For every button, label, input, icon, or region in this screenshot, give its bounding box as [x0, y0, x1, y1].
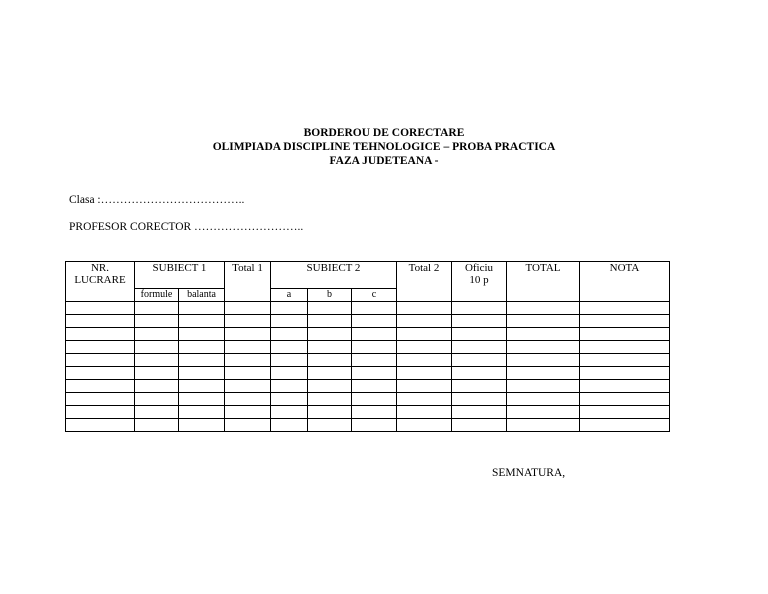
table-cell [452, 354, 507, 367]
table-cell [271, 367, 308, 380]
table-cell [225, 328, 271, 341]
table-row [66, 341, 670, 354]
table-cell [271, 406, 308, 419]
header-nota: NOTA [580, 262, 670, 302]
table-cell [580, 302, 670, 315]
table-row [66, 328, 670, 341]
table-cell [452, 380, 507, 393]
table-cell [580, 406, 670, 419]
table-cell [397, 341, 452, 354]
table-cell [271, 315, 308, 328]
table-cell [507, 393, 580, 406]
table-cell [135, 380, 179, 393]
title-line-2: OLIMPIADA DISCIPLINE TEHNOLOGICE – PROBA PRACTICA [212, 141, 556, 153]
table-cell [397, 380, 452, 393]
table-cell [507, 406, 580, 419]
table-cell [225, 393, 271, 406]
table-cell [135, 367, 179, 380]
header-total-1: Total 1 [225, 262, 271, 302]
table-cell [66, 380, 135, 393]
table-cell [397, 328, 452, 341]
table-row [66, 406, 670, 419]
table-cell [66, 406, 135, 419]
table-cell [271, 354, 308, 367]
subheader-c: c [352, 289, 397, 302]
profesor-corector-field: PROFESOR CORECTOR ……………………….. [69, 221, 304, 233]
table-cell [452, 315, 507, 328]
table-cell [308, 315, 352, 328]
table-cell [580, 341, 670, 354]
table-cell [271, 341, 308, 354]
table-cell [580, 315, 670, 328]
subheader-formule: formule [135, 289, 179, 302]
header-subiect-2: SUBIECT 2 [271, 262, 397, 289]
header-oficiu-label: Oficiu [464, 262, 494, 274]
table-cell [271, 380, 308, 393]
table-row [66, 367, 670, 380]
table-cell [507, 354, 580, 367]
table-cell [179, 419, 225, 432]
table-cell [135, 354, 179, 367]
title-line-1: BORDEROU DE CORECTARE [303, 127, 465, 139]
table-cell [397, 406, 452, 419]
table-cell [66, 328, 135, 341]
clasa-field: Clasa :……………………………….. [69, 194, 245, 206]
table-cell [271, 419, 308, 432]
table-cell [507, 419, 580, 432]
table-cell [507, 315, 580, 328]
table-cell [352, 419, 397, 432]
table-cell [308, 367, 352, 380]
subheader-a: a [271, 289, 308, 302]
table-cell [179, 354, 225, 367]
table-cell [179, 341, 225, 354]
header-nr-lucrare [66, 262, 135, 302]
table-cell [507, 367, 580, 380]
table-cell [308, 393, 352, 406]
title-line-3: FAZA JUDETEANA - [329, 155, 439, 167]
table-cell [507, 341, 580, 354]
table-cell [352, 393, 397, 406]
table-row [66, 315, 670, 328]
table-cell [225, 419, 271, 432]
table-cell [135, 393, 179, 406]
table-cell [452, 341, 507, 354]
table-cell [225, 380, 271, 393]
table-cell [225, 341, 271, 354]
subheader-balanta: balanta [179, 289, 225, 302]
table-cell [179, 406, 225, 419]
header-subiect-1: SUBIECT 1 [135, 262, 225, 289]
table-cell [397, 393, 452, 406]
table-cell [452, 406, 507, 419]
table-cell [580, 419, 670, 432]
table-cell [452, 367, 507, 380]
table-cell [66, 393, 135, 406]
table-cell [452, 302, 507, 315]
table-cell [352, 341, 397, 354]
table-cell [580, 328, 670, 341]
table-cell [135, 406, 179, 419]
table-cell [308, 380, 352, 393]
table-cell [397, 419, 452, 432]
table-row [66, 380, 670, 393]
table-cell [179, 380, 225, 393]
table-cell [135, 302, 179, 315]
table-cell [352, 367, 397, 380]
table-cell [179, 393, 225, 406]
table-cell [352, 302, 397, 315]
table-cell [352, 380, 397, 393]
header-nr-label: NR. [90, 262, 110, 274]
table-cell [179, 302, 225, 315]
table-cell [507, 302, 580, 315]
header-oficiu [452, 262, 507, 302]
table-row [66, 354, 670, 367]
table-cell [66, 354, 135, 367]
table-row [66, 419, 670, 432]
header-lucrare-label: LUCRARE [74, 274, 126, 286]
table-row [66, 393, 670, 406]
header-row [66, 262, 670, 289]
table-cell [308, 328, 352, 341]
table-cell [225, 315, 271, 328]
table-cell [135, 341, 179, 354]
table-cell [66, 341, 135, 354]
table-cell [308, 302, 352, 315]
table-cell [179, 367, 225, 380]
table-cell [452, 328, 507, 341]
table-cell [308, 419, 352, 432]
signature-label: SEMNATURA, [492, 467, 566, 479]
table-cell [179, 315, 225, 328]
table-cell [580, 354, 670, 367]
header-oficiu-points: 10 p [469, 274, 489, 286]
table-cell [225, 354, 271, 367]
table-cell [66, 302, 135, 315]
grading-table [65, 261, 670, 432]
table-cell [397, 354, 452, 367]
table-cell [66, 367, 135, 380]
table-cell [66, 315, 135, 328]
table-cell [397, 315, 452, 328]
table-cell [580, 380, 670, 393]
table-cell [225, 406, 271, 419]
table-cell [507, 380, 580, 393]
table-cell [271, 393, 308, 406]
table-cell [135, 315, 179, 328]
table-cell [135, 328, 179, 341]
table-cell [179, 328, 225, 341]
table-cell [66, 419, 135, 432]
table-cell [308, 406, 352, 419]
header-total-2: Total 2 [397, 262, 452, 302]
table-cell [225, 302, 271, 315]
table-cell [452, 419, 507, 432]
table-cell [452, 393, 507, 406]
table-cell [397, 367, 452, 380]
subheader-b: b [308, 289, 352, 302]
table-cell [308, 354, 352, 367]
table-cell [580, 367, 670, 380]
grading-table-body [66, 302, 670, 432]
table-cell [507, 328, 580, 341]
table-row [66, 302, 670, 315]
table-cell [352, 315, 397, 328]
table-cell [135, 419, 179, 432]
table-cell [225, 367, 271, 380]
table-cell [352, 354, 397, 367]
table-cell [397, 302, 452, 315]
table-cell [308, 341, 352, 354]
header-total: TOTAL [507, 262, 580, 302]
table-cell [580, 393, 670, 406]
table-cell [271, 328, 308, 341]
document-title [0, 126, 768, 168]
table-cell [271, 302, 308, 315]
table-cell [352, 406, 397, 419]
table-cell [352, 328, 397, 341]
